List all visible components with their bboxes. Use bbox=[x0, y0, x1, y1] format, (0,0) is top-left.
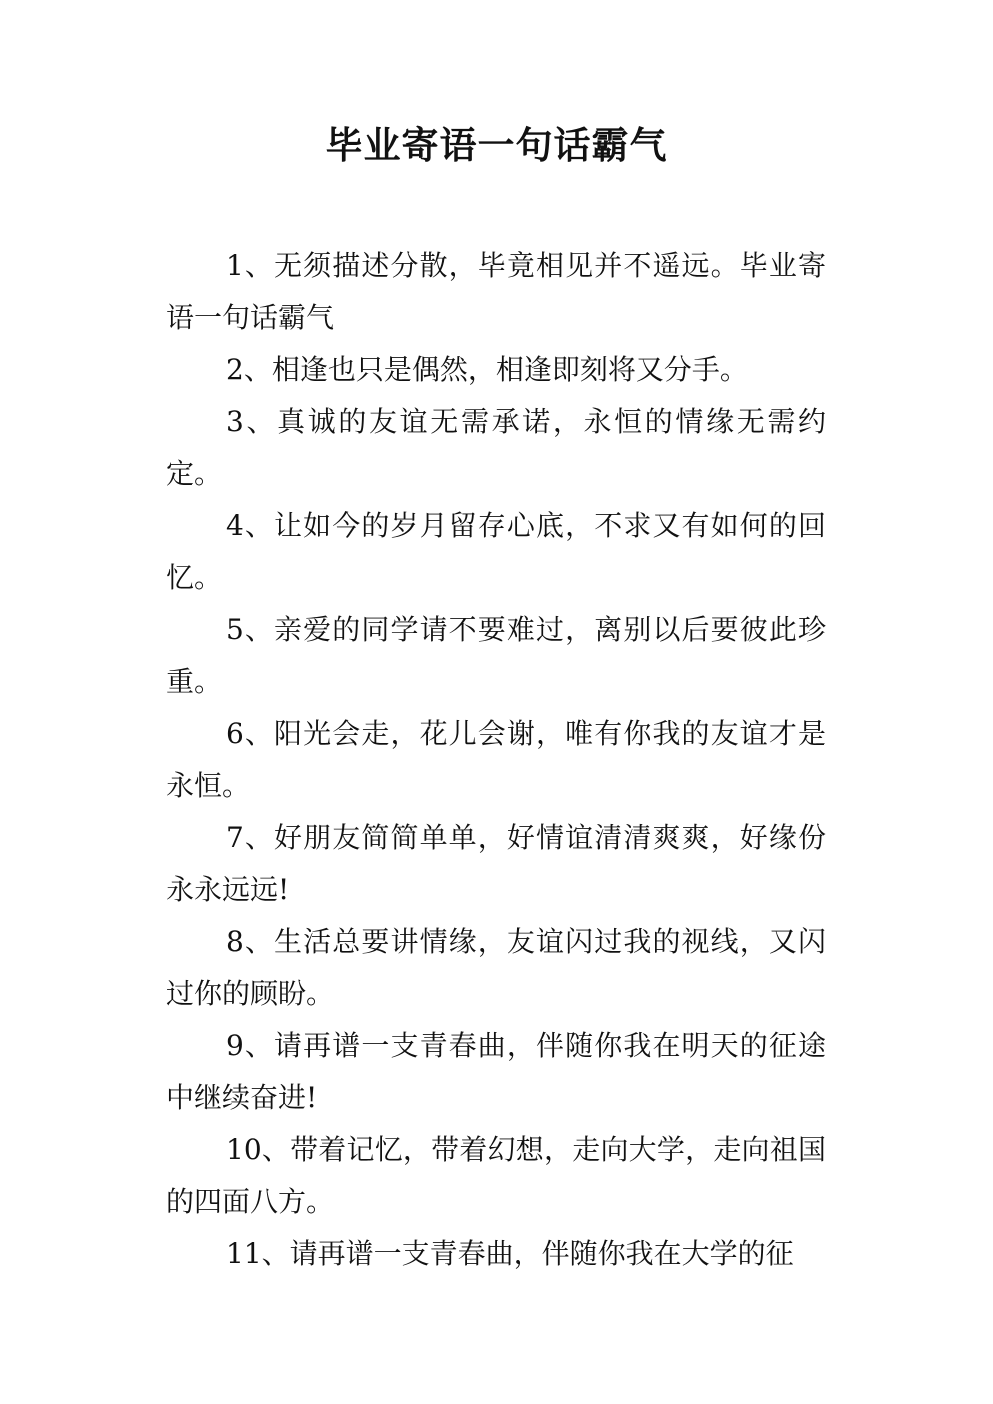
paragraph-4: 4、让如今的岁月留存心底，不求又有如何的回忆。 bbox=[166, 509, 826, 594]
document-body bbox=[166, 240, 826, 1280]
document-title: 毕业寄语一句话霸气 bbox=[325, 124, 668, 167]
paragraph-6: 6、阳光会走，花儿会谢，唯有你我的友谊才是永恒。 bbox=[166, 717, 826, 802]
paragraph-2: 2、相逢也只是偶然，相逢即刻将又分手。 bbox=[226, 353, 748, 386]
paragraph-10: 10、带着记忆，带着幻想，走向大学，走向祖国的四面八方。 bbox=[166, 1133, 826, 1218]
paragraph-1: 1、无须描述分散，毕竟相见并不遥远。毕业寄语一句话霸气 bbox=[166, 249, 826, 334]
paragraph-3: 3、真诚的友谊无需承诺，永恒的情缘无需约定。 bbox=[166, 405, 826, 490]
paragraph-5: 5、亲爱的同学请不要难过，离别以后要彼此珍重。 bbox=[166, 613, 826, 698]
paragraph-7: 7、好朋友简简单单，好情谊清清爽爽，好缘份永永远远! bbox=[166, 821, 826, 906]
paragraph-8: 8、生活总要讲情缘，友谊闪过我的视线，又闪过你的顾盼。 bbox=[166, 925, 826, 1010]
paragraph-9: 9、请再谱一支青春曲，伴随你我在明天的征途中继续奋进! bbox=[166, 1029, 826, 1114]
paragraph-11: 11、请再谱一支青春曲，伴随你我在大学的征 bbox=[226, 1237, 794, 1270]
